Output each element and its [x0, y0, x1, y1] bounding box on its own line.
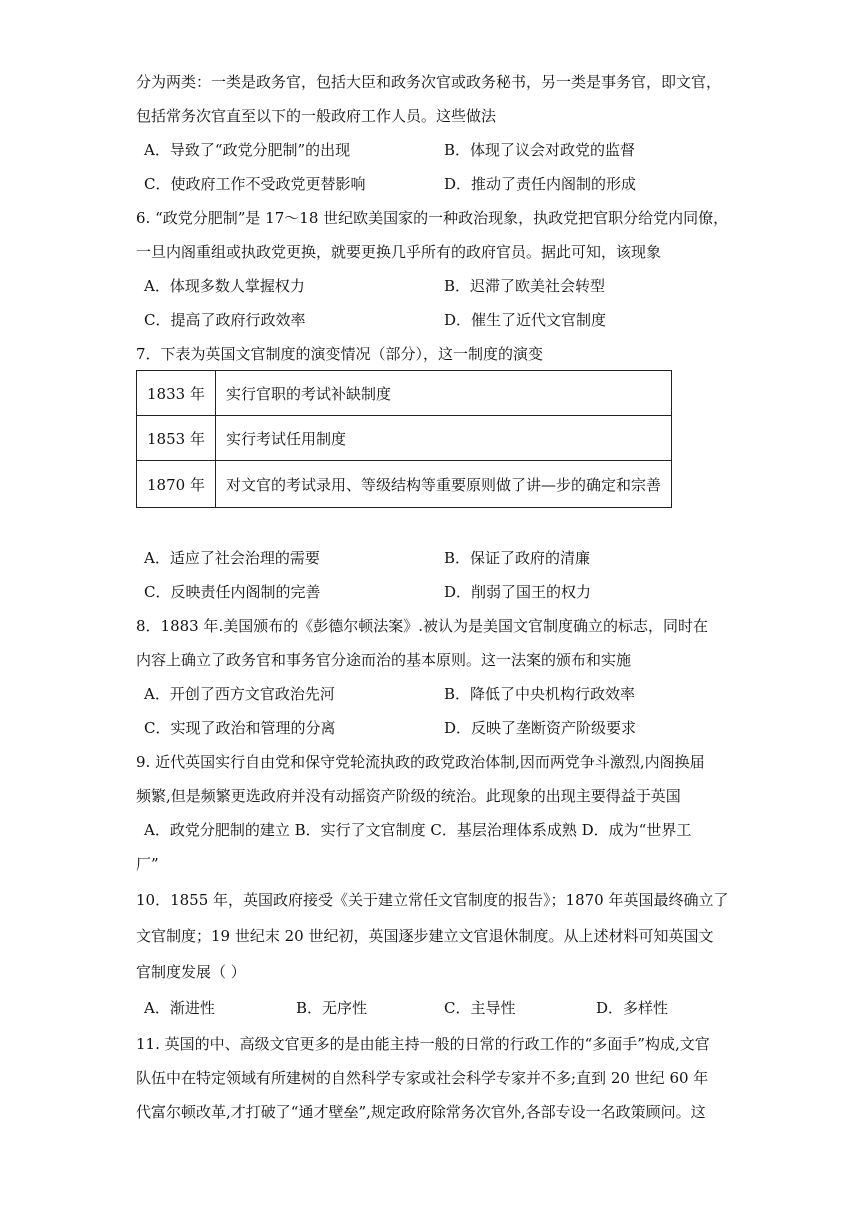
- q7-option-d[interactable]: D．削弱了国王的权力: [444, 583, 592, 601]
- q9-stem-line-1: 9. 近代英国实行自由党和保守党轮流执政的政党政治体制,因而两党争斗激烈,内阁换届: [136, 753, 705, 771]
- q9-stem-line-2: 频繁,但是频繁更选政府并没有动摇资产阶级的统治。此现象的出现主要得益于英国: [136, 787, 681, 805]
- q5-stem-line-1: 分为两类：一类是政务官，包括大臣和政务次官或政务秘书，另一类是事务官，即文官，: [136, 73, 722, 91]
- civil-service-table: [136, 370, 672, 508]
- q10-option-c[interactable]: C．主导性: [444, 999, 516, 1017]
- q10-stem-line-1: 10．1855 年，英国政府接受《关于建立常任文官制度的报告》；1870 年英国最终确立了: [136, 891, 729, 909]
- q6-option-d[interactable]: D．催生了近代文官制度: [444, 311, 607, 329]
- q6-option-a[interactable]: A．体现多数人掌握权力: [144, 277, 305, 295]
- q7-option-c[interactable]: C．反映责任内阁制的完善: [144, 583, 321, 601]
- table-row: [137, 371, 672, 416]
- q5-option-d[interactable]: D．推动了责任内阁制的形成: [444, 175, 637, 193]
- q5-option-a[interactable]: A．导致了“政党分肥制”的出现: [144, 141, 351, 159]
- table-cell-year: 1870 年: [137, 461, 216, 508]
- q8-option-b[interactable]: B．降低了中央机构行政效率: [444, 685, 636, 703]
- table-cell-year: 1853 年: [137, 416, 216, 461]
- q6-stem-line-2: 一旦内阁重组或执政党更换，就要更换几乎所有的政府官员。据此可知，该现象: [136, 243, 662, 261]
- q7-option-b[interactable]: B．保证了政府的清廉: [444, 549, 591, 567]
- q5-option-b[interactable]: B．体现了议会对政党的监督: [444, 141, 636, 159]
- q7-stem: 7．下表为英国文官制度的演变情况（部分），这一制度的演变: [136, 345, 544, 363]
- q5-option-c[interactable]: C．使政府工作不受政党更替影响: [144, 175, 366, 193]
- table-row: [137, 416, 672, 461]
- q10-option-d[interactable]: D．多样性: [596, 999, 669, 1017]
- q11-stem-line-1: 11. 英国的中、高级文官更多的是由能主持一般的日常的行政工作的“多面手”构成,文官: [136, 1035, 710, 1053]
- q8-option-a[interactable]: A．开创了西方文官政治先河: [144, 685, 335, 703]
- q10-stem-line-3: 官制度发展（ ）: [136, 963, 246, 981]
- q9-options-line[interactable]: A．政党分肥制的建立 B．实行了文官制度 C．基层治理体系成熟 D．成为“世界工: [144, 821, 692, 839]
- table-cell-desc: 实行官职的考试补缺制度: [215, 371, 671, 416]
- q10-stem-line-2: 文官制度；19 世纪末 20 世纪初，英国逐步建立文官退休制度。从上述材料可知英国文: [136, 927, 714, 945]
- table-cell-desc: 实行考试任用制度: [215, 416, 671, 461]
- q6-option-c[interactable]: C．提高了政府行政效率: [144, 311, 306, 329]
- q8-option-d[interactable]: D．反映了垄断资产阶级要求: [444, 719, 637, 737]
- q8-stem-line-2: 内容上确立了政务官和事务官分途而治的基本原则。这一法案的颁布和实施: [136, 651, 632, 669]
- q6-stem-line-1: 6. “政党分肥制”是 17～18 世纪欧美国家的一种政治现象，执政党把官职分给党内同僚，: [136, 209, 729, 227]
- q8-option-c[interactable]: C．实现了政治和管理的分离: [144, 719, 336, 737]
- q7-option-a[interactable]: A．适应了社会治理的需要: [144, 549, 320, 567]
- q6-option-b[interactable]: B．迟滞了欧美社会转型: [444, 277, 606, 295]
- q10-option-b[interactable]: B．无序性: [296, 999, 368, 1017]
- q5-stem-line-2: 包括常务次官直至以下的一般政府工作人员。这些做法: [136, 107, 497, 125]
- table-row: [137, 461, 672, 508]
- q8-stem-line-1: 8．1883 年.美国颁布的《彭德尔顿法案》.被认为是美国文官制度确立的标志，同时在: [136, 617, 709, 635]
- q11-stem-line-2: 队伍中在特定领域有所建树的自然科学专家或社会科学专家并不多;直到 20 世纪 60 年: [136, 1069, 709, 1087]
- table-cell-desc: 对文官的考试录用、等级结构等重要原则做了讲—步的确定和宗善: [215, 461, 671, 508]
- q10-option-a[interactable]: A．渐进性: [144, 999, 215, 1017]
- q9-options-wrap: 厂”: [136, 855, 159, 873]
- table-cell-year: 1833 年: [137, 371, 216, 416]
- q11-stem-line-3: 代富尔顿改革,才打破了“通才壁垒”,规定政府除常务次官外,各部专设一名政策顾问。这: [136, 1103, 706, 1121]
